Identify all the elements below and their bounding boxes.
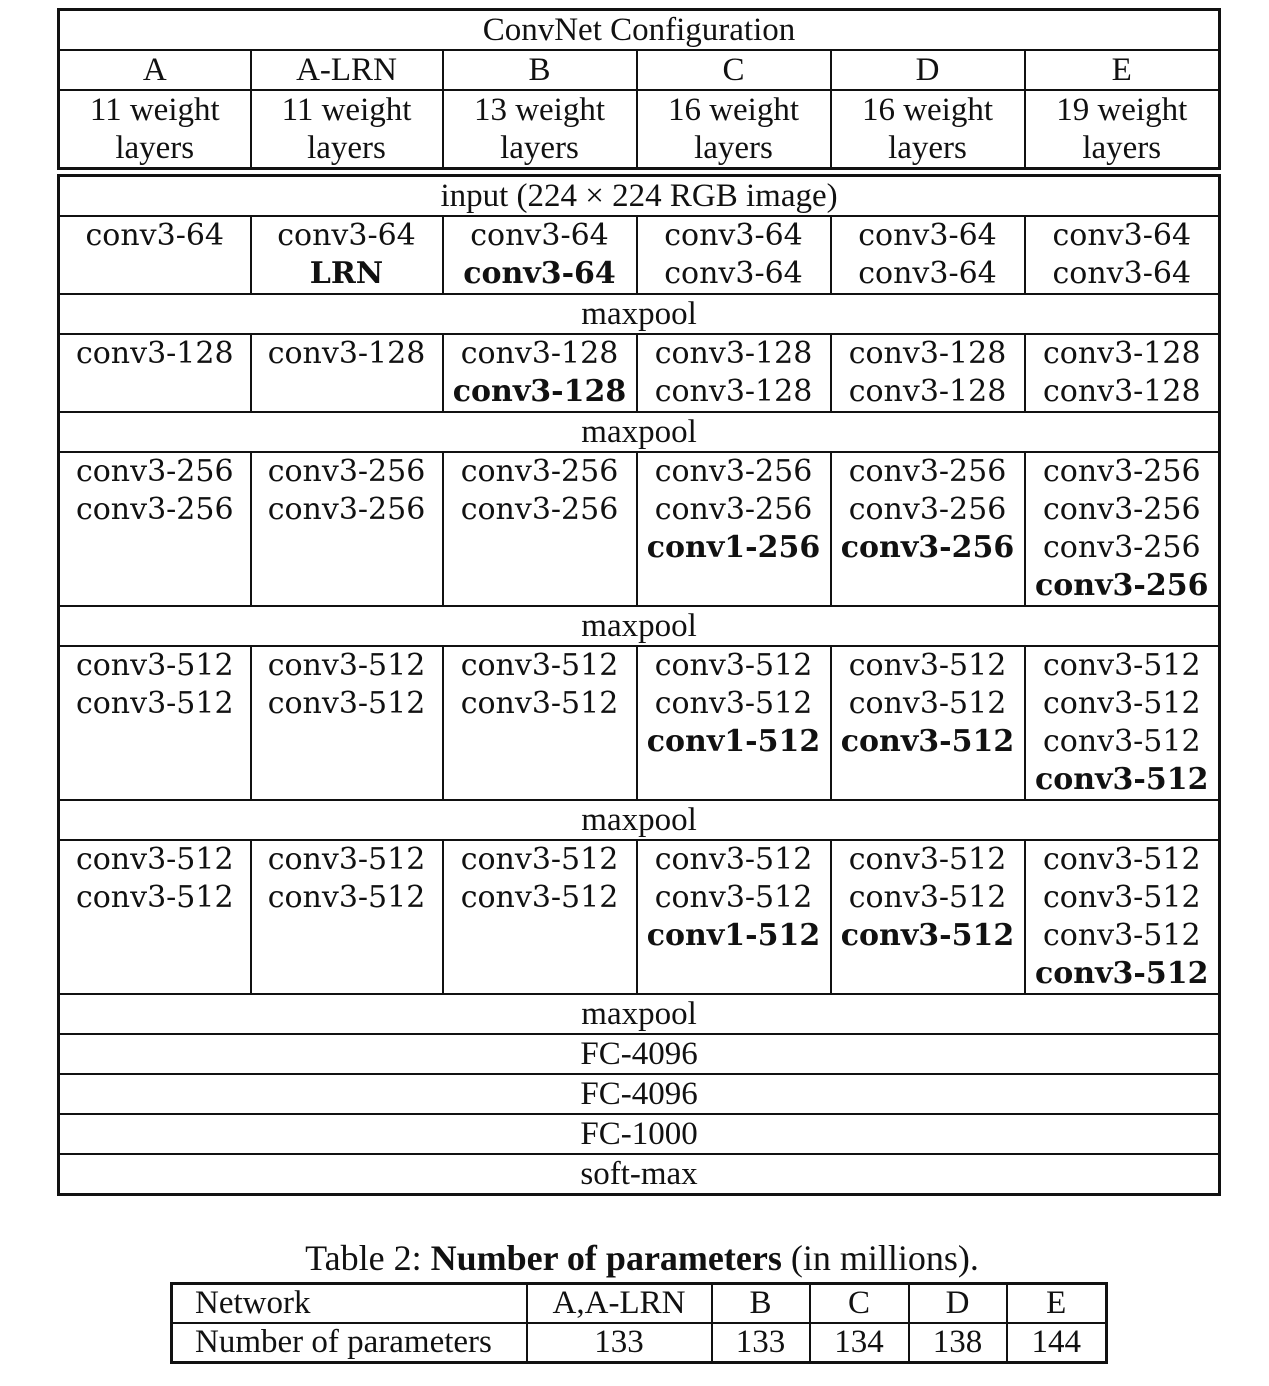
layer-cell [831, 334, 1025, 412]
column-desc-row [59, 90, 1220, 169]
layer-entry: conv3-256 [75, 454, 234, 489]
layer-entry: conv3-128 [267, 336, 426, 371]
column-name-row [59, 50, 1220, 90]
tail-row [59, 1034, 1220, 1074]
maxpool-cell: maxpool [59, 294, 1220, 334]
params-value-cell: 133 [712, 1323, 810, 1363]
layer-entry: conv3-64 [85, 218, 225, 253]
layer-entry: conv3-512 [1042, 918, 1201, 953]
column-desc-line: layers [115, 130, 195, 166]
tail-row [59, 1074, 1220, 1114]
input-row: input (224 × 224 RGB image) [59, 176, 1220, 217]
column-desc-line: layers [307, 130, 386, 166]
pool-row [59, 606, 1220, 646]
column-desc-line: layers [500, 130, 579, 166]
layer-cell [831, 216, 1025, 294]
layer-entry: conv3-256 [1042, 454, 1201, 489]
layer-entry: conv3-64 [277, 218, 416, 253]
maxpool-cell: maxpool [59, 800, 1220, 840]
layer-entry: conv3-128 [75, 336, 234, 371]
layer-entry: conv3-512 [1042, 686, 1201, 721]
layer-entry: conv1-512 [646, 724, 821, 759]
maxpool-cell: maxpool [59, 994, 1220, 1034]
layer-entry: conv3-64 [858, 256, 997, 291]
column-name: E [1025, 50, 1220, 90]
caption-suffix: (in millions). [781, 1238, 979, 1278]
column-desc-line: 13 weight [473, 92, 606, 128]
column-name: D [831, 50, 1025, 90]
params-table [170, 1282, 1108, 1364]
layer-entry: conv3-128 [452, 374, 627, 409]
layer-entry: LRN [309, 256, 384, 291]
layer-entry: conv3-256 [654, 492, 813, 527]
layer-entry: conv3-64 [470, 218, 609, 253]
layer-entry: conv3-512 [654, 648, 813, 683]
column-description [251, 90, 443, 169]
layer-block-row [59, 646, 1220, 800]
params-header-cell: E [1007, 1284, 1107, 1324]
layer-entry: conv3-512 [1035, 956, 1209, 991]
layer-block-row [59, 452, 1220, 606]
maxpool-cell: maxpool [59, 606, 1220, 646]
layer-block-row [59, 334, 1220, 412]
layer-entry: conv3-256 [848, 454, 1007, 489]
layer-entry: conv3-512 [848, 648, 1007, 683]
column-desc-line: 11 weight [281, 92, 412, 128]
layer-cell [443, 334, 637, 412]
layer-entry: conv3-512 [1042, 724, 1201, 759]
params-header-label: Network [172, 1284, 527, 1324]
column-desc-line: 11 weight [89, 92, 220, 128]
layer-entry: conv3-512 [460, 648, 619, 683]
layer-cell [443, 452, 637, 606]
layer-entry: conv3-256 [840, 530, 1015, 565]
layer-entry: conv3-512 [460, 686, 619, 721]
column-desc-line: 19 weight [1056, 92, 1188, 128]
layer-entry: conv3-512 [848, 842, 1007, 877]
tail-cell: FC-4096 [59, 1074, 1220, 1114]
layer-entry: conv3-512 [460, 880, 619, 915]
layer-entry: conv3-256 [1042, 530, 1201, 565]
params-header-cell: A,A-LRN [527, 1284, 712, 1324]
layer-entry: conv3-64 [463, 256, 616, 291]
layer-cell [251, 646, 443, 800]
layer-entry: conv3-256 [1042, 492, 1201, 527]
params-header-cell: B [712, 1284, 810, 1324]
tail-cell: FC-1000 [59, 1114, 1220, 1154]
params-row-label: Number of parameters [172, 1323, 527, 1363]
layer-entry: conv3-512 [75, 686, 234, 721]
params-value-cell: 138 [909, 1323, 1007, 1363]
layer-entry: conv3-256 [460, 492, 619, 527]
layer-cell [59, 646, 251, 800]
layer-entry: conv3-64 [664, 256, 803, 291]
layer-cell [443, 216, 637, 294]
layer-entry: conv3-128 [654, 336, 813, 371]
layer-entry: conv3-512 [1042, 880, 1201, 915]
layer-entry: conv3-128 [654, 374, 813, 409]
layer-cell [637, 646, 831, 800]
layer-entry: conv3-128 [1042, 336, 1201, 371]
column-description [1025, 90, 1220, 169]
layer-entry: conv3-512 [267, 880, 426, 915]
column-description [443, 90, 637, 169]
pool-row [59, 294, 1220, 334]
config-layers-table [57, 174, 1221, 1196]
layer-entry: conv3-512 [848, 880, 1007, 915]
layer-entry: conv3-512 [848, 686, 1007, 721]
column-description [831, 90, 1025, 169]
layer-cell [59, 452, 251, 606]
layer-entry: conv3-64 [1052, 218, 1192, 253]
layer-cell [637, 840, 831, 994]
layer-entry: conv3-128 [1042, 374, 1201, 409]
caption-bold: Number of parameters [430, 1238, 782, 1278]
layer-entry: conv3-512 [267, 686, 426, 721]
layer-cell [831, 452, 1025, 606]
layer-entry: conv1-512 [646, 918, 821, 953]
layer-entry: conv3-512 [840, 918, 1015, 953]
layer-cell [1025, 216, 1220, 294]
layer-entry: conv3-512 [267, 842, 426, 877]
layer-entry: conv3-512 [460, 842, 619, 877]
maxpool-cell: maxpool [59, 412, 1220, 452]
params-header-cell: C [810, 1284, 909, 1324]
tail-cell: soft-max [59, 1154, 1220, 1195]
layer-cell [59, 334, 251, 412]
layer-entry: conv1-256 [646, 530, 821, 565]
layer-cell [1025, 646, 1220, 800]
column-name: A [59, 50, 251, 90]
layer-entry: conv3-256 [848, 492, 1007, 527]
layer-cell [59, 216, 251, 294]
layer-entry: conv3-128 [460, 336, 619, 371]
layer-entry: conv3-256 [75, 492, 234, 527]
config-title: ConvNet Configuration [59, 10, 1220, 51]
layer-entry: conv3-512 [654, 880, 813, 915]
layer-cell [637, 216, 831, 294]
column-desc-line: 16 weight [861, 92, 994, 128]
layer-entry: conv3-256 [267, 492, 426, 527]
layer-cell [251, 840, 443, 994]
layer-entry: conv3-512 [267, 648, 426, 683]
layer-entry: conv3-512 [1042, 842, 1201, 877]
layer-cell [637, 334, 831, 412]
column-desc-line: layers [694, 130, 773, 166]
layer-entry: conv3-256 [460, 454, 619, 489]
params-value-cell: 133 [527, 1323, 712, 1363]
column-name: C [637, 50, 831, 90]
pool-row [59, 800, 1220, 840]
layer-entry: conv3-64 [858, 218, 997, 253]
column-desc-line: layers [888, 130, 967, 166]
layer-cell [251, 334, 443, 412]
params-value-cell: 144 [1007, 1323, 1107, 1363]
layer-entry: conv3-512 [75, 880, 234, 915]
column-description [637, 90, 831, 169]
layer-cell [251, 216, 443, 294]
layer-entry: conv3-256 [1035, 568, 1209, 603]
tail-cell: FC-4096 [59, 1034, 1220, 1074]
layer-cell [831, 840, 1025, 994]
layer-cell [251, 452, 443, 606]
layer-entry: conv3-64 [1052, 256, 1192, 291]
column-name: B [443, 50, 637, 90]
layer-cell [443, 840, 637, 994]
caption-prefix: Table 2: [305, 1238, 431, 1278]
layer-block-row [59, 216, 1220, 294]
params-header-cell: D [909, 1284, 1007, 1324]
params-value-row [172, 1323, 1107, 1363]
params-header-row [172, 1284, 1107, 1324]
layer-entry: conv3-512 [654, 842, 813, 877]
table-caption [0, 1236, 1269, 1280]
layer-entry: conv3-512 [75, 648, 234, 683]
layer-entry: conv3-512 [654, 686, 813, 721]
layer-entry: conv3-512 [75, 842, 234, 877]
layer-entry: conv3-128 [848, 336, 1007, 371]
layer-entry: conv3-64 [664, 218, 803, 253]
layer-cell [59, 840, 251, 994]
column-description [59, 90, 251, 169]
layer-entry: conv3-512 [840, 724, 1015, 759]
layer-cell [443, 646, 637, 800]
config-header-table [57, 8, 1221, 170]
tail-row [59, 1154, 1220, 1195]
column-desc-line: layers [1082, 130, 1162, 166]
column-desc-line: 16 weight [667, 92, 800, 128]
layer-entry: conv3-256 [654, 454, 813, 489]
layer-block-row [59, 840, 1220, 994]
params-value-cell: 134 [810, 1323, 909, 1363]
layer-cell [831, 646, 1025, 800]
layer-entry: conv3-512 [1042, 648, 1201, 683]
layer-entry: conv3-256 [267, 454, 426, 489]
layer-entry: conv3-512 [1035, 762, 1209, 797]
tail-row [59, 1114, 1220, 1154]
pool-row [59, 412, 1220, 452]
layer-cell [1025, 840, 1220, 994]
pool-row [59, 994, 1220, 1034]
layer-entry: conv3-128 [848, 374, 1007, 409]
layer-cell [1025, 452, 1220, 606]
layer-cell [637, 452, 831, 606]
layer-cell [1025, 334, 1220, 412]
column-name: A-LRN [251, 50, 443, 90]
